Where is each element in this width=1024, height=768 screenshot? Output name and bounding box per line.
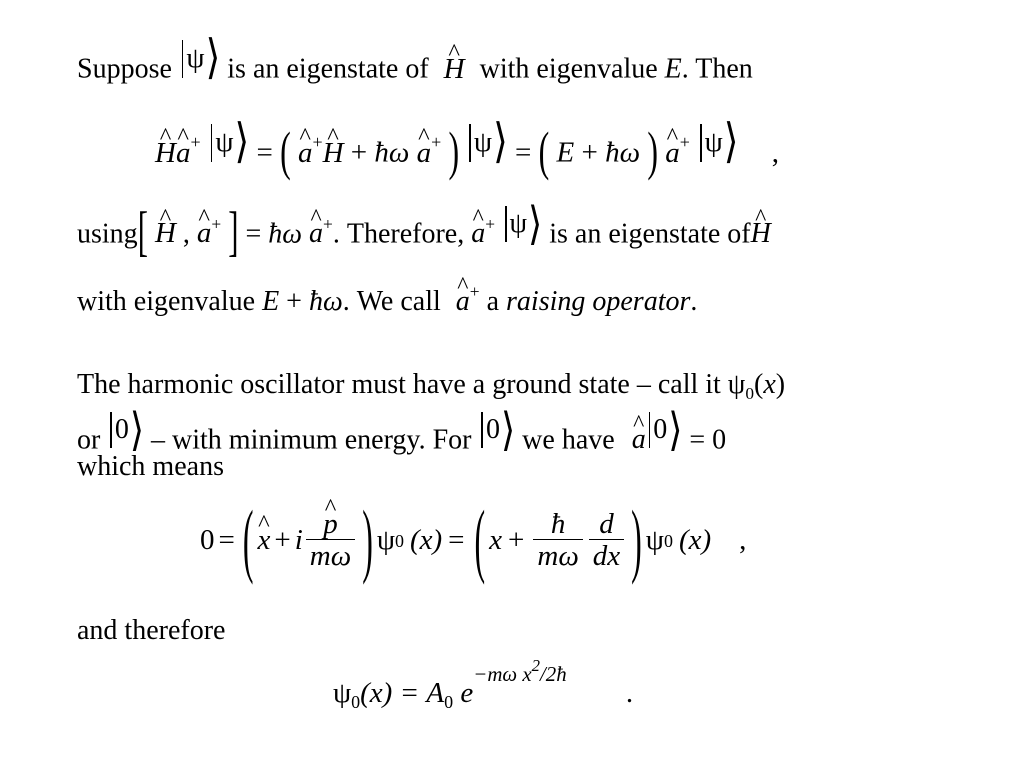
equation-raising: ^ H^ a+ ψ ⟩ = ( ^ a+^ H + ħω ^ a+ ) ψ ⟩ = ( E + ħω ) ^ a+ ψ ⟩ , <box>155 124 779 168</box>
eq1-equals2: = <box>515 136 532 169</box>
eq3-sub: 0 <box>351 692 361 713</box>
l6-a: ^ a <box>632 426 646 454</box>
eq2-m-omega: mω <box>306 539 355 571</box>
text-which-means: which means <box>77 451 224 482</box>
eq2-zero: 0 <box>200 524 215 556</box>
eq1-plus: + <box>350 136 368 169</box>
eq2-psi2: ψ <box>645 524 664 556</box>
eq1-a: ^ a <box>176 139 191 168</box>
l4-E: E <box>262 286 280 317</box>
eq3-sub2: 0 <box>444 692 454 713</box>
eq1-H2: ^ H <box>323 139 344 168</box>
text-minimum-energy: – with minimum energy. For <box>151 424 472 456</box>
eq2-equals2: = <box>448 524 465 556</box>
eq2-plus: + <box>274 524 291 556</box>
text-a: a <box>486 286 500 317</box>
l3-a: ^ a <box>197 219 212 248</box>
line-which-means <box>77 453 224 481</box>
equation-ground-wavefunction <box>333 656 634 713</box>
ket-psi: ψ ⟩ <box>179 40 220 78</box>
psi-symbol: ψ <box>186 42 205 75</box>
text-we-have: we have <box>522 424 615 456</box>
eq1-E: E <box>556 136 575 169</box>
l5-x: x <box>763 369 776 400</box>
l6-equals-zero: = 0 <box>689 424 727 456</box>
l3-a3: ^ a <box>471 220 485 248</box>
line-and-therefore <box>77 617 225 645</box>
eq2-i: i <box>294 524 303 556</box>
eq2-p-hat: ^ p <box>319 510 342 539</box>
l3-psi: ψ <box>509 208 528 240</box>
text-using: using <box>77 218 138 250</box>
l3-H: ^ H <box>155 219 176 248</box>
text-then: . Then <box>681 53 753 85</box>
ket-zero: 0 <box>114 414 129 446</box>
eq1-psi3: ψ <box>704 126 723 159</box>
eq3-e: e <box>460 676 474 709</box>
eq2-m-omega2: mω <box>533 539 582 571</box>
eq3-psi: ψ <box>333 676 352 709</box>
text-raising-operator: raising operator <box>506 286 691 317</box>
eq2-hbar: ħ <box>550 508 566 540</box>
line-eigenvalue: with eigenvalue E + ħω. We call ^ a+ a raising operator. <box>77 288 697 316</box>
eq1-psi2: ψ <box>473 126 493 159</box>
l4-plus: + <box>286 286 302 317</box>
eq2-equals: = <box>218 524 235 556</box>
text-with-eigenvalue-2: with eigenvalue <box>77 286 256 317</box>
l3-equals: = <box>245 218 262 250</box>
l4-period: . <box>690 286 698 317</box>
eq1-hbar-omega: ħω <box>374 136 410 169</box>
eq2-x: x <box>489 524 503 556</box>
eq1-a4: ^ a <box>665 139 680 168</box>
l5-subscript: 0 <box>745 384 755 404</box>
text-eigenstate-of: is an eigenstate of <box>227 53 429 85</box>
text-or: or <box>77 424 101 456</box>
equation-ground-state: 0 = ( ^ x + i ^ $\frac{p}{m\omega}$ ) ψ 0 (x) = ( x + $\frac{ħ}{m\omega}$ $\frac{d}{dx}$ ) ψ 0 (x) , <box>200 510 746 571</box>
eq2-comma: , <box>739 524 747 556</box>
ket-zero-3: 0 <box>653 414 668 446</box>
eq3-exponent2: /2ħ <box>539 662 567 687</box>
eq2-psi: ψ <box>376 524 395 556</box>
ket-zero-2: 0 <box>485 414 500 446</box>
eq3-square: 2 <box>531 656 540 675</box>
eq2-dx: dx <box>589 539 624 571</box>
eq1-hbar-omega2: ħω <box>605 136 641 169</box>
eq3-exponent: −mω x <box>473 662 532 687</box>
line-minimum-energy: or 0 ⟩ – with minimum energy. For 0 ⟩ we have ^ a 0 ⟩ = 0 <box>77 412 726 454</box>
eq2-x-hat: ^ x <box>257 526 270 555</box>
eq1-psi: ψ <box>215 126 234 159</box>
eq3-arg: (x) = A <box>360 676 445 709</box>
eq2-plus2: + <box>508 524 525 556</box>
eq2-arg2: (x) <box>678 524 712 556</box>
hamiltonian-symbol: ^ H <box>444 55 465 84</box>
text-we-call: . We call <box>342 286 441 317</box>
l4-hbar-omega: ħω <box>308 286 343 317</box>
eq1-H: ^ H <box>155 139 176 168</box>
eq1-equals: = <box>256 136 273 169</box>
eq3-period: . <box>625 676 634 709</box>
text-therefore: . Therefore, <box>332 218 465 250</box>
eq2-arg: (x) <box>409 524 443 556</box>
eq1-a2: ^ a <box>298 139 313 168</box>
energy-symbol: E <box>664 53 682 85</box>
text-with-eigenvalue: with eigenvalue <box>479 53 658 85</box>
eq1-plus2: + <box>581 136 598 169</box>
l4-a: ^ a <box>456 288 470 316</box>
text-eigenstate-of-2: is an eigenstate of <box>549 218 751 250</box>
eq2-d: d <box>599 508 614 540</box>
eq1-a3: ^ a <box>417 139 432 168</box>
text-suppose: Suppose <box>77 53 172 85</box>
l3-hbar-omega: ħω <box>268 218 303 250</box>
text-ground-state: The harmonic oscillator must have a ground state – call it ψ <box>77 369 746 400</box>
line-using: using[ ^ H , ^ a+ ] = ħω ^ a+. Therefore, ^ a+ ψ ⟩ is an eigenstate of^ H <box>77 206 771 248</box>
eq1-comma: , <box>771 136 779 169</box>
l3-comma: , <box>182 218 190 250</box>
text-and-therefore: and therefore <box>77 615 226 646</box>
line-suppose <box>77 31 753 85</box>
l3-H2: ^ H <box>751 220 771 248</box>
eq1-plus-sup: + <box>190 132 201 153</box>
line-ground-state: The harmonic oscillator must have a ground state – call it $\psi_0(x)$ <box>77 369 786 404</box>
l3-a2: ^ a <box>309 220 323 248</box>
